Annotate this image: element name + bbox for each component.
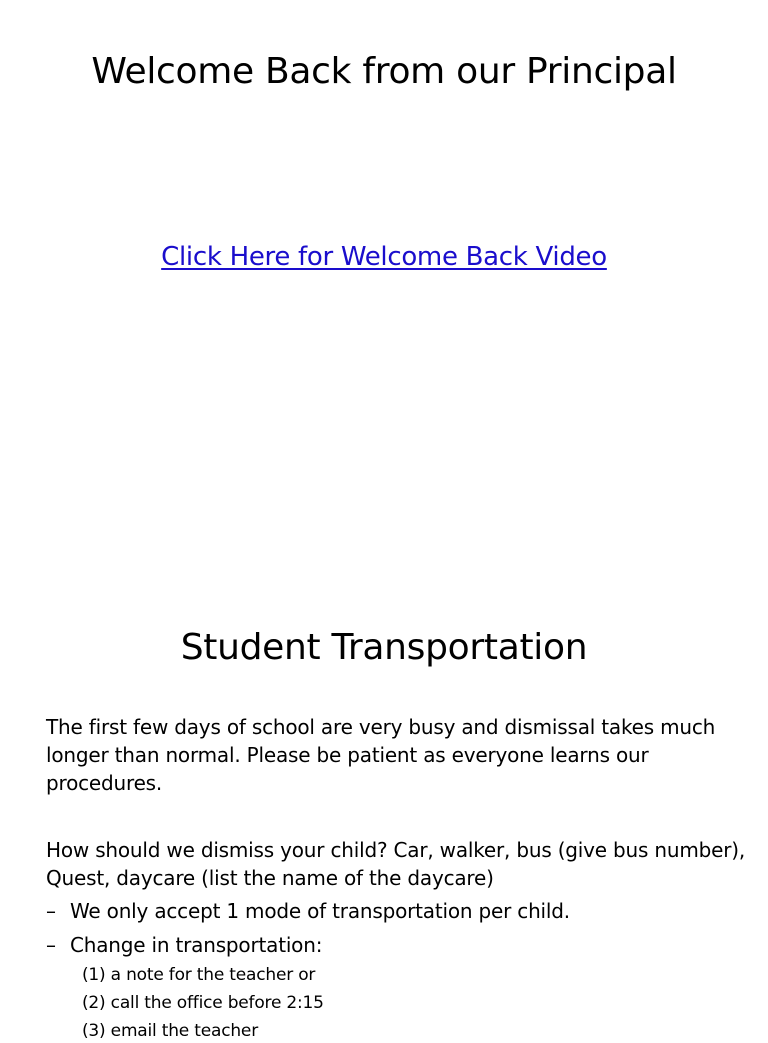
slide-title-transportation: Student Transportation xyxy=(180,627,588,668)
slide-student-transportation xyxy=(0,600,768,1041)
intro-paragraph: The first few days of school are very busy and dismissal takes much longer than normal. Please be patient as everyone learns our procedures. xyxy=(46,715,716,795)
dash-list-item xyxy=(46,931,746,959)
sub-list-item: (1) a note for the teacher or xyxy=(82,965,316,985)
dash-bullet: – xyxy=(46,933,56,957)
video-link-container xyxy=(0,238,768,276)
sub-list-item: (3) email the teacher xyxy=(82,1021,258,1041)
sub-list-item: (2) call the office before 2:15 xyxy=(82,993,324,1013)
welcome-video-link[interactable]: Click Here for Welcome Back Video xyxy=(161,242,607,272)
dash-list-item xyxy=(46,897,746,925)
dash-bullet: – xyxy=(46,899,56,923)
dash-item-text: Change in transportation: xyxy=(70,933,323,957)
dash-item-text: We only accept 1 mode of transportation per child. xyxy=(70,899,570,923)
slide-title-welcome: Welcome Back from our Principal xyxy=(91,51,677,92)
dismissal-question: How should we dismiss your child? Car, walker, bus (give bus number), Quest, daycare (list the name of the daycare) xyxy=(46,838,746,890)
